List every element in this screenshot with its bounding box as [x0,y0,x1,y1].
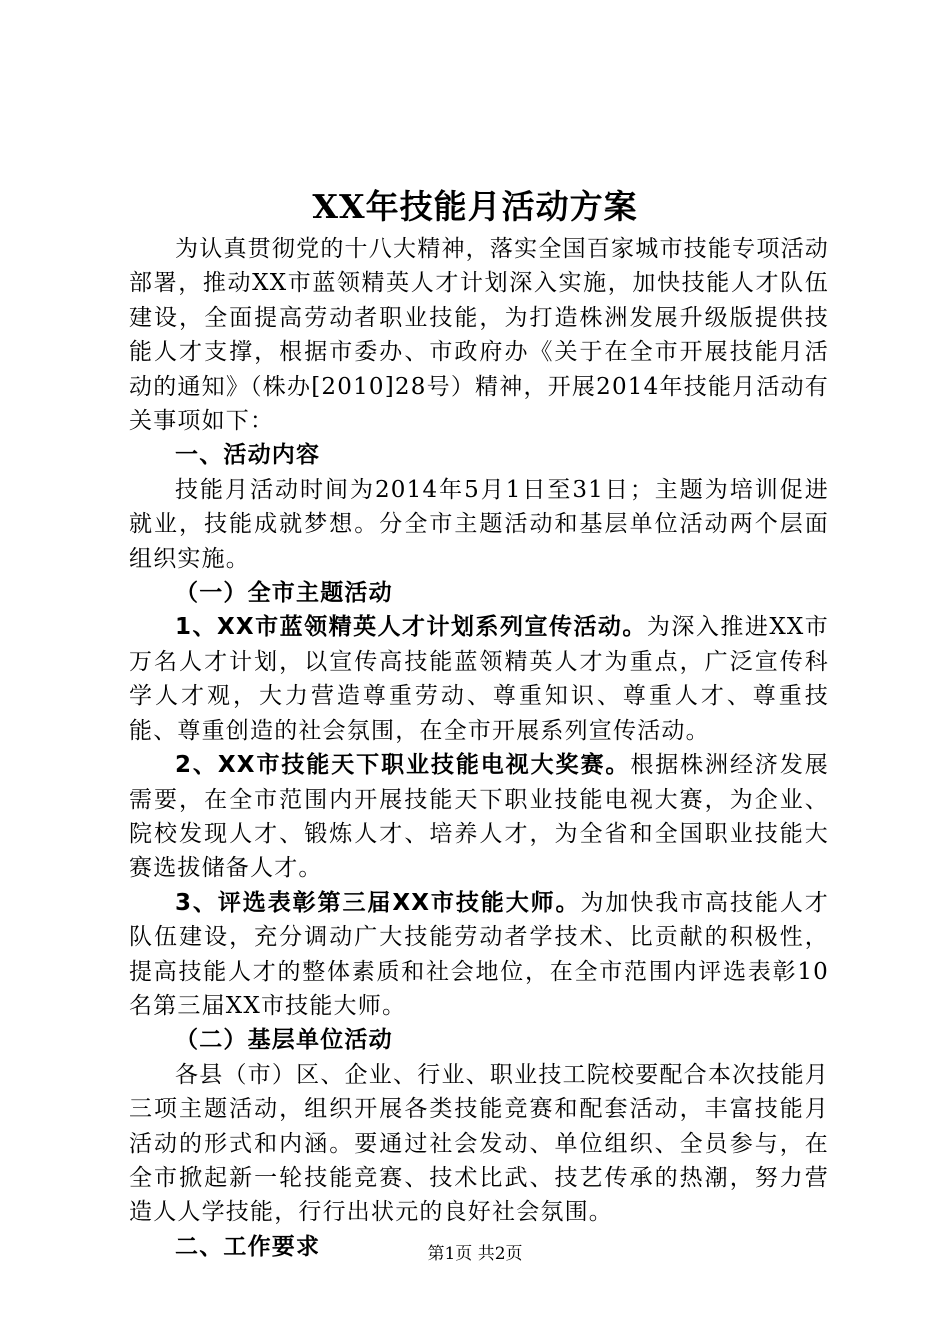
page-footer: 第1页 共2页 [427,1244,523,1264]
item-3-paragraph [129,886,829,1024]
document-title: XX年技能月活动方案 [312,187,638,226]
section-heading-activity-content: 一、活动内容 [175,442,321,469]
subsection-heading-grassroots-activities: （二）基层单位活动 [175,1027,393,1054]
item-2-text: 根据株洲经济发展需要，在全市范围内开展技能天下职业技能电视大赛，为企业、院校发现人才、锻炼人才、培养人才，为全省和全国职业技能大赛选拔储备人才。 [129,752,829,882]
item-3-lead: 3、评选表彰第三届XX市技能大师。 [175,889,581,916]
section-heading-work-requirements: 二、工作要求 [175,1233,321,1260]
item-1-lead: 1、XX市蓝领精英人才计划系列宣传活动。 [175,614,647,641]
intro-paragraph: 为认真贯彻党的十八大精神，落实全国百家城市技能专项活动部署，推动XX市蓝领精英人才计划深入实施，加快技能人才队伍建设，全面提高劳动者职业技能，为打造株洲发展升级版提供技能人才支撑，根据市委办、市政府办《关于在全市开展技能月活动的通知》（株办[2010]28号）精神，开展2014年技能月活动有关事项如下： [129,236,829,435]
item-1-paragraph [129,610,829,748]
item-2-lead: 2、XX市技能天下职业技能电视大奖赛。 [175,752,631,779]
item-1-text: 为深入推进XX市万名人才计划，以宣传高技能蓝领精英人才为重点，广泛宣传科学人才观，大力营造尊重劳动、尊重知识、尊重人才、尊重技能、尊重创造的社会氛围，在全市开展系列宣传活动。 [129,614,829,744]
item-2-paragraph [129,748,829,886]
activity-time-paragraph: 技能月活动时间为2014年5月1日至31日；主题为培训促进就业，技能成就梦想。分全市主题活动和基层单位活动两个层面组织实施。 [129,476,829,572]
grassroots-paragraph: 各县（市）区、企业、行业、职业技工院校要配合本次技能月三项主题活动，组织开展各类技能竞赛和配套活动，丰富技能月活动的形式和内涵。要通过社会发动、单位组织、全员参与，在全市掀起新一轮技能竞赛、技术比武、技艺传承的热潮，努力营造人人学技能，行行出状元的良好社会氛围。 [129,1061,829,1226]
item-3-text: 为加快我市高技能人才队伍建设，充分调动广大技能劳动者学技术、比贡献的积极性，提高技能人才的整体素质和社会地位，在全市范围内评选表彰10名第三届XX市技能大师。 [129,889,830,1019]
document-body [129,232,829,1264]
subsection-heading-city-activities: （一）全市主题活动 [175,580,393,607]
